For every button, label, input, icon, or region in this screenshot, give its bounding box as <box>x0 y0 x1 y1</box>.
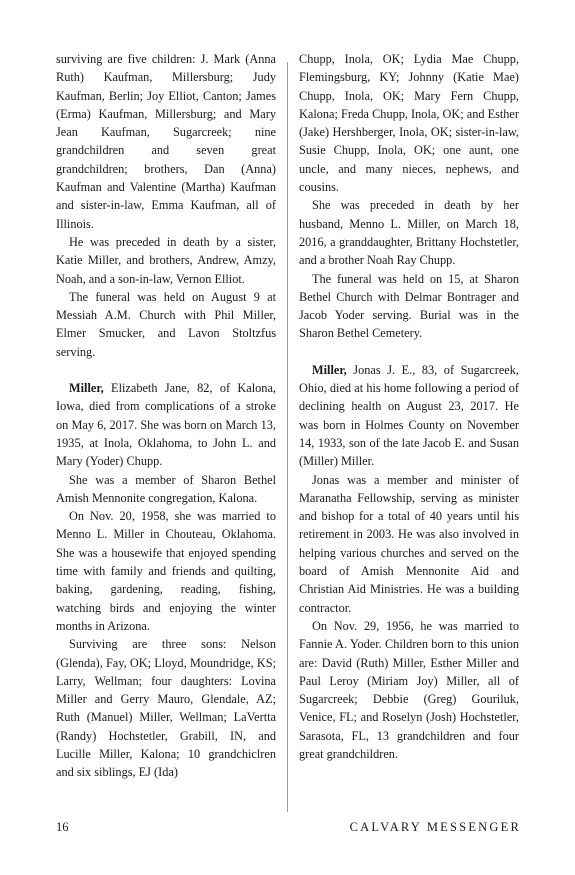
obituary-paragraph: On Nov. 20, 1958, she was married to Menno L. Miller in Chouteau, Oklahoma. She was a housewife that enjoyed spending time with family and friends and quilting, baking, gardening, reading, fishing, watching birds and enjoying the winter months in Arizona. <box>56 509 276 633</box>
page-footer <box>56 820 521 838</box>
obituary-lead-paragraph <box>299 361 519 471</box>
obituary-paragraph: Jonas was a member and minister of Maranatha Fellowship, serving as minister and bishop for a total of 40 years until his retirement in 2003. He was also involved in helping various churches and served on the board of Amish Mennonite Aid and Christian Aid Ministries. He was a building contractor. <box>299 472 519 615</box>
obituary-paragraph: She was preceded in death by her husband, Menno L. Miller, on March 18, 2016, a granddaughter, Brittany Hochstetler, and a brother Noah Ray Chupp. <box>299 198 519 268</box>
right-column <box>299 50 519 763</box>
publication-name: CALVARY MESSENGER <box>349 820 521 834</box>
obituary-paragraph: She was a member of Sharon Bethel Amish Mennonite congregation, Kalona. <box>56 472 276 505</box>
page-number: 16 <box>56 820 69 834</box>
obituary-paragraph: The funeral was held on 15, at Sharon Bethel Church with Delmar Bontrager and Jacob Yoder serving. Burial was in the Sharon Bethel Cemetery. <box>299 271 519 341</box>
obituary-name: Miller, <box>69 381 104 396</box>
obituary-lead-paragraph <box>56 379 276 470</box>
obituary-lead-text: Elizabeth Jane, 82, of Kalona, Iowa, died from complications of a stroke on May 6, 2017. She was born on March 13, 1935, at Inola, Oklahoma, to John L. and Mary (Yoder) Chupp. <box>56 381 276 469</box>
obituary-continuation-paragraph: Chupp, Inola, OK; Lydia Mae Chupp, Flemingsburg, KY; Johnny (Katie Mae) Chupp, Inola, OK; Mary Fern Chupp, Kalona; Freda Chupp, Inola, OK; and Esther (Jake) Hershberger, Inola, OK; sister-in-law, Susie Chupp, Inola, OK; one aunt, one uncle, and many nieces, nephews, and cousins. <box>299 52 519 195</box>
obituary-paragraph: He was preceded in death by a sister, Katie Miller, and brothers, Andrew, Amzy, Noah, and a son-in-law, Vernon Elliot. <box>56 234 276 286</box>
left-column <box>56 50 276 782</box>
obituary-name: Miller, <box>312 362 347 377</box>
obituary-continuation-paragraph: surviving are five children: J. Mark (Anna Ruth) Kaufman, Millersburg; Judy Kaufman, Berlin; Joy Elliot, Canton; James (Erma) Kaufman, Millersburg; and Mary Jean Kaufman, Sugarcreek; nine grandchildren and seven great grandchildren; brothers, Dan (Anna) Kaufman and Valentine (Martha) Kaufman and sister-in-law, Emma Kaufman, all of Illinois. <box>56 52 276 231</box>
column-divider <box>287 62 288 812</box>
obituary-lead-text: Jonas J. E., 83, of Sugarcreek, Ohio, died at his home following a period of declining health on August 23, 2017. He was born in Holmes County on November 14, 1933, son of the late Jacob E. and Susan (Miller) Miller. <box>299 362 519 469</box>
obituary-paragraph: On Nov. 29, 1956, he was married to Fannie A. Yoder. Children born to this union are: David (Ruth) Miller, Esther Miller and Paul Leroy (Miriam Joy) Miller, all of Sugarcreek; Debbie (Greg) Gouriluk, Venice, FL; and Roselyn (Josh) Hochstetler, Sarasota, FL, 13 grandchildren and four great grandchildren. <box>299 618 519 761</box>
obituary-paragraph: Surviving are three sons: Nelson (Glenda), Fay, OK; Lloyd, Moundridge, KS; Larry, Wellman; four daughters: Lovina Miller and Gerry Mauro, Glendale, AZ; Ruth (Manuel) Miller, Wellman; LaVertta (Randy) Hochstetler, Grabill, IN, and Lucille Miller, Kalona; 10 grandchiclren and six siblings, EJ (Ida) <box>56 637 276 780</box>
obituary-paragraph: The funeral was held on August 9 at Messiah A.M. Church with Phil Miller, Elmer Smucker, and Lavon Stoltzfus serving. <box>56 289 276 359</box>
